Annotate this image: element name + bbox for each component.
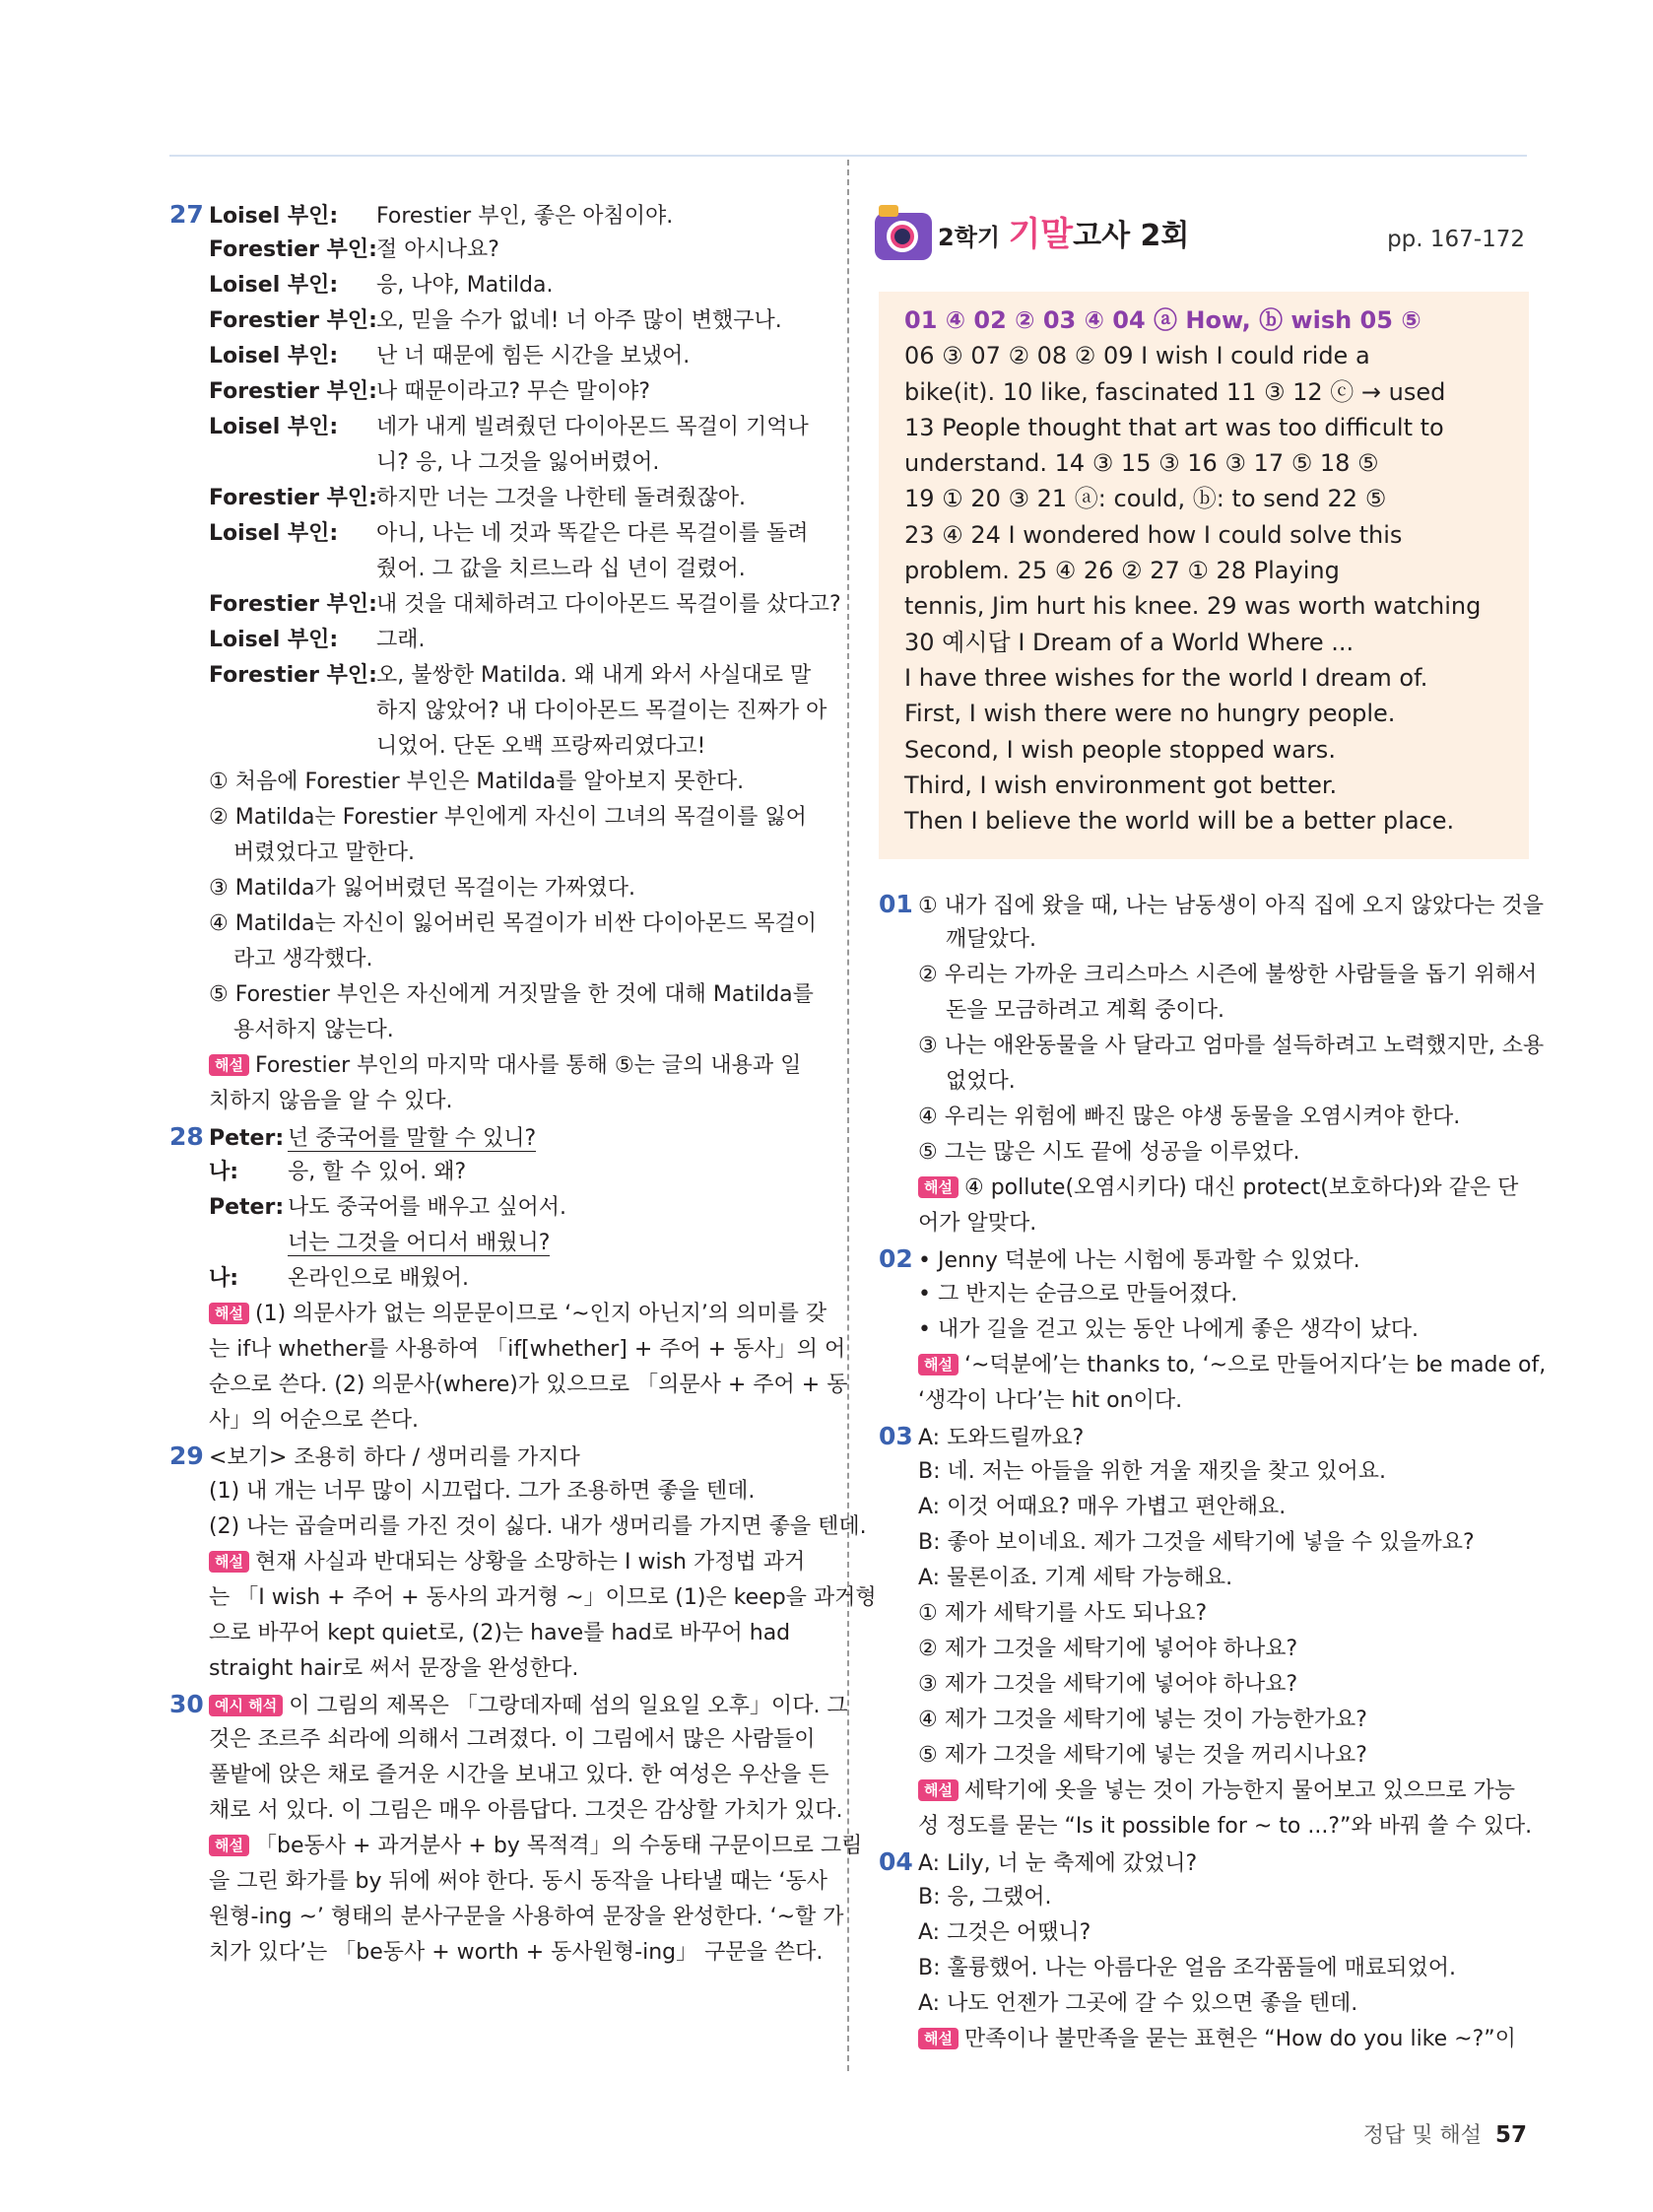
option-line: 없었다. [946, 1069, 1016, 1094]
option-line: ④ 제가 그것을 세탁기에 넣는 것이 가능한가요? [918, 1708, 1367, 1732]
explanation-line: 으로 바꾸어 kept quiet로, (2)는 have를 had로 바꾸어 had [209, 1621, 791, 1645]
dialogue-line: A: 나도 언젠가 그곳에 갈 수 있으면 좋을 텐데. [918, 1991, 1358, 2016]
translation-line [169, 1687, 848, 1722]
question-number: 30 [169, 1690, 204, 1718]
speaker: 나: [209, 1160, 239, 1184]
dialogue-line [169, 410, 820, 445]
exam-title [938, 209, 1189, 260]
dialogue-line [169, 1119, 820, 1155]
explanation-tag: 해설 [209, 1303, 249, 1324]
explanation-tag: 해설 [918, 1354, 959, 1375]
explanation-tag: 해설 [918, 2028, 959, 2049]
question-number: 01 [879, 890, 913, 918]
question-03 [879, 1419, 1533, 1844]
dialogue-line [169, 623, 820, 658]
option-text: ① 내가 집에 왔을 때, 나는 남동생이 아직 집에 오지 않았다는 것을 [918, 894, 1544, 918]
example-box-text: <보기> 조용히 하다 / 생머리를 가지다 [209, 1445, 580, 1470]
dialogue-line [169, 339, 820, 374]
dialogue-line [169, 516, 820, 552]
speaker: Peter: [209, 1126, 285, 1151]
explanation-line [169, 1545, 820, 1580]
speaker: Forestier 부인: [209, 592, 377, 617]
explanation-line: 성 정도를 묻는 “Is it possible for ~ to ...?”와 바꿔 쓸 수 있다. [918, 1814, 1533, 1839]
footer-label: 정답 및 해설 [1362, 2123, 1482, 2148]
dialogue-text: A: 도와드릴까요? [918, 1426, 1085, 1450]
speaker: Loisel 부인: [209, 273, 339, 298]
column-divider [847, 160, 849, 2071]
speaker: Forestier 부인: [209, 237, 377, 262]
explanation-tag: 해설 [209, 1054, 249, 1076]
dialogue-text: 줬어. 그 값을 치르느라 십 년이 걸렸어. [376, 557, 746, 581]
option-line: ③ 제가 그것을 세탁기에 넣어야 하나요? [918, 1672, 1298, 1697]
top-rule [169, 155, 1527, 157]
question-head [169, 1439, 820, 1474]
dialogue-text: 니? 응, 나 그것을 잃어버렸어. [376, 450, 660, 475]
option-line [879, 887, 1544, 922]
dialogue-text: 온라인으로 배웠어. [288, 1266, 470, 1291]
dialogue-line [169, 552, 820, 587]
explanation-line: ‘생각이 나다’는 hit on이다. [918, 1388, 1183, 1413]
dialogue-text: 넌 중국어를 말할 수 있니? [288, 1126, 537, 1151]
answer-line: First, I wish there were no hungry people. [904, 700, 1396, 728]
speaker: Forestier 부인: [209, 486, 377, 510]
dialogue-text: 니었어. 단돈 오백 프랑짜리였다고! [376, 734, 706, 759]
explanation-line [169, 1048, 820, 1084]
dialogue-text: Forestier 부인, 좋은 아침이야. [376, 204, 674, 229]
option-cont: 용서하지 않는다. [233, 1018, 394, 1042]
option: ② Matilda는 Forestier 부인에게 자신이 그녀의 목걸이를 잃어 [209, 805, 807, 830]
dialogue-line: A: 물론이죠. 기계 세탁 가능해요. [918, 1566, 1233, 1590]
explanation-line: 을 그린 화가를 by 뒤에 써야 한다. 동시 동작을 나타낼 때는 ‘동사 [209, 1869, 827, 1894]
explanation-text: 세탁기에 옷을 넣는 것이 가능한지 물어보고 있으므로 가능 [963, 1778, 1515, 1803]
question-number: 03 [879, 1422, 913, 1450]
option-line: ① 제가 세탁기를 사도 되나요? [918, 1601, 1208, 1626]
answer-line: 13 People thought that art was too difficult to [904, 413, 1444, 441]
option: ⑤ Forestier 부인은 자신에게 거짓말을 한 것에 대해 Matilda를 [209, 982, 814, 1007]
dialogue-text: 하지만 너는 그것을 나한테 돌려줬잖아. [376, 486, 746, 510]
question-01 [879, 887, 1545, 1241]
explanation-text: 「be동사 + 과거분사 + by 목적격」의 수동태 구문이므로 그림 [254, 1834, 863, 1858]
question-27 [169, 197, 841, 1119]
option-line: ⑤ 제가 그것을 세탁기에 넣는 것을 꺼리시나요? [918, 1743, 1367, 1768]
dialogue-line: B: 응, 그랬어. [918, 1885, 1052, 1910]
explanation-line [879, 1348, 1547, 1383]
dialogue-text: 하지 않았어? 내 다이아몬드 목걸이는 진짜가 아 [376, 699, 827, 723]
dialogue-text: 그래. [376, 628, 426, 652]
dialogue-text: 나 때문이라고? 무슨 말이야? [376, 379, 651, 404]
answer-line: understand. 14 ③ 15 ③ 16 ③ 17 ⑤ 18 ⑤ [904, 449, 1379, 478]
speaker: Forestier 부인: [209, 663, 377, 688]
question-28 [169, 1119, 848, 1439]
dialogue-line [169, 268, 820, 303]
exam-header [875, 209, 1525, 270]
answer-line: bike(it). 10 like, fascinated 11 ③ 12 ⓒ → used [904, 377, 1446, 406]
speaker: Loisel 부인: [209, 628, 339, 652]
answer-line: Third, I wish environment got better. [904, 771, 1338, 799]
explanation-line [879, 2022, 1529, 2057]
answer-item: (1) 내 개는 너무 많이 시끄럽다. 그가 조용하면 좋을 텐데. [209, 1479, 756, 1504]
answer-line: 06 ③ 07 ② 08 ② 09 I wish I could ride a [904, 342, 1370, 370]
explanation-line: 는 if나 whether를 사용하여 「if[whether] + 주어 + 동사」의 어 [209, 1337, 846, 1362]
option-line: ② 제가 그것을 세탁기에 넣어야 하나요? [918, 1637, 1298, 1661]
dialogue-text: 응, 나야, Matilda. [376, 273, 554, 298]
dialogue-line [169, 1190, 820, 1226]
answer-line: I have three wishes for the world I dream of. [904, 663, 1428, 692]
dialogue-text: 오, 믿을 수가 없네! 너 아주 많이 변했구나. [376, 308, 782, 333]
translation-line: 것은 조르주 쇠라에 의해서 그려졌다. 이 그림에서 많은 사람들이 [209, 1727, 816, 1752]
option: ③ Matilda가 잃어버렸던 목걸이는 가짜였다. [209, 876, 635, 901]
question-30 [169, 1687, 863, 1971]
dialogue-line [169, 1155, 820, 1190]
dialogue-line: B: 훌륭했어. 나는 아름다운 얼음 조각품들에 매료되었어. [918, 1956, 1456, 1980]
dialogue-line: A: 이것 어때요? 매우 가볍고 편안해요. [918, 1495, 1287, 1519]
translation-line: 채로 서 있다. 이 그림은 매우 아름답다. 그것은 감상할 가치가 있다. [209, 1798, 843, 1823]
dialogue-text: 아니, 나는 네 것과 똑같은 다른 목걸이를 돌려 [376, 521, 809, 546]
answer-line: Second, I wish people stopped wars. [904, 735, 1336, 764]
sentence-text: • Jenny 덕분에 나는 시험에 통과할 수 있었다. [918, 1248, 1360, 1273]
explanation-tag: 해설 [918, 1176, 959, 1198]
dialogue-line: B: 좋아 보이네요. 제가 그것을 세탁기에 넣을 수 있을까요? [918, 1530, 1475, 1555]
speaker: Loisel 부인: [209, 344, 339, 369]
option-cont: 라고 생각했다. [233, 947, 373, 972]
dialogue-line [169, 233, 820, 268]
explanation-line [879, 1774, 1529, 1809]
right-column [879, 887, 1547, 2057]
speaker: Loisel 부인: [209, 415, 339, 439]
translation-line: 풀밭에 앉은 채로 즐거운 시간을 보내고 있다. 한 여성은 우산을 든 [209, 1763, 829, 1787]
explanation-line: 원형-ing ~’ 형태의 분사구문을 사용하여 문장을 완성한다. ‘~할 가 [209, 1905, 844, 1929]
dialogue-text: 나도 중국어를 배우고 싶어서. [288, 1195, 566, 1220]
dialogue-line [169, 303, 820, 339]
left-column [169, 197, 877, 1971]
dialogue-text: 네가 내게 빌려줬던 다이아몬드 목걸이 기억나 [376, 415, 809, 439]
explanation-line: 순으로 쓴다. (2) 의문사(where)가 있으므로 「의문사 + 주어 + 동 [209, 1373, 848, 1397]
dialogue-line: A: 그것은 어땠니? [918, 1920, 1091, 1945]
exam-type: 기말 [1008, 215, 1074, 254]
page-range: pp. 167-172 [1387, 227, 1525, 252]
option-line: ④ 우리는 위험에 빠진 많은 야생 동물을 오염시켜야 한다. [918, 1105, 1461, 1129]
dialogue-text: 오, 불쌍한 Matilda. 왜 내게 와서 사실대로 말 [376, 663, 812, 688]
explanation-line: straight hair로 써서 문장을 완성한다. [209, 1656, 579, 1681]
dialogue-text: 내 것을 대체하려고 다이아몬드 목걸이를 샀다고? [376, 592, 841, 617]
dialogue-line [879, 1844, 1529, 1880]
question-number: 02 [879, 1244, 913, 1273]
explanation-text: (1) 의문사가 없는 의문문이므로 ‘~인지 아닌지’의 의미를 갖 [254, 1302, 827, 1326]
answer-item: (2) 나는 곱슬머리를 가진 것이 싫다. 내가 생머리를 가지면 좋을 텐데. [209, 1514, 867, 1539]
example-translation-tag: 예시 해석 [209, 1695, 283, 1716]
page-number: 57 [1494, 2122, 1527, 2148]
option-line: ③ 나는 애완동물을 사 달라고 엄마를 설득하려고 노력했지만, 소용 [918, 1034, 1545, 1058]
question-number: 27 [169, 200, 204, 229]
answer-line: 01 ④ 02 ② 03 ④ 04 ⓐ How, ⓑ wish 05 ⑤ [904, 306, 1422, 334]
speaker: Loisel 부인: [209, 204, 339, 229]
exam-semester: 2학기 [938, 224, 1001, 251]
answer-line: 23 ④ 24 I wondered how I could solve this [904, 520, 1403, 549]
speaker: Forestier 부인: [209, 308, 377, 333]
dialogue-text: 응, 할 수 있어. 왜? [288, 1160, 467, 1184]
answer-line: tennis, Jim hurt his knee. 29 was worth watching [904, 592, 1482, 621]
explanation-text: 현재 사실과 반대되는 상황을 소망하는 I wish 가정법 과거 [254, 1550, 806, 1575]
question-number: 29 [169, 1441, 204, 1470]
sentence-line [879, 1241, 1529, 1277]
explanation-text: ④ pollute(오염시키다) 대신 protect(보호하다)와 같은 단 [963, 1175, 1519, 1200]
exam-round: 고사 2회 [1073, 219, 1190, 253]
dialogue-text: 너는 그것을 어디서 배웠니? [288, 1231, 551, 1255]
answer-line: 19 ① 20 ③ 21 ⓐ: could, ⓑ: to send 22 ⑤ [904, 485, 1387, 513]
speaker: 나: [209, 1266, 239, 1291]
camera-icon [875, 213, 932, 260]
explanation-tag: 해설 [209, 1835, 249, 1856]
dialogue-line [169, 729, 820, 765]
dialogue-line [169, 374, 820, 410]
dialogue-line: B: 네. 저는 아들을 위한 겨울 재킷을 찾고 있어요. [918, 1459, 1386, 1484]
question-number: 28 [169, 1122, 204, 1151]
dialogue-line [169, 1261, 820, 1297]
sentence-line: • 그 반지는 순금으로 만들어졌다. [918, 1282, 1238, 1307]
explanation-line [169, 1829, 863, 1864]
dialogue-text: 절 아시나요? [376, 237, 499, 262]
translation-text: 이 그림의 제목은 「그랑데자떼 섬의 일요일 오후」이다. 그 [289, 1694, 848, 1718]
explanation-line: 어가 알맞다. [918, 1211, 1037, 1236]
sentence-line: • 내가 길을 걷고 있는 동안 나에게 좋은 생각이 났다. [918, 1317, 1419, 1342]
option: ④ Matilda는 자신이 잃어버린 목걸이가 비싼 다이아몬드 목걸이 [209, 911, 817, 936]
explanation-line [169, 1297, 827, 1332]
question-number: 04 [879, 1847, 913, 1876]
dialogue-line [169, 694, 827, 729]
answer-line: Then I believe the world will be a better place. [904, 807, 1455, 836]
dialogue-line [879, 1419, 1529, 1454]
option-cont: 버렸었다고 말한다. [233, 840, 416, 865]
explanation-text: ‘~덕분에’는 thanks to, ‘~으로 만들어지다’는 be made of, [963, 1353, 1547, 1377]
explanation-line: 사」의 어순으로 쓴다. [209, 1408, 419, 1433]
question-29 [169, 1439, 877, 1687]
explanation-line: 는 「I wish + 주어 + 동사의 과거형 ~」이므로 (1)은 keep을 과거형 [209, 1585, 877, 1610]
speaker: Peter: [209, 1195, 285, 1220]
dialogue-text: 난 너 때문에 힘든 시간을 보냈어. [376, 344, 691, 369]
explanation-line: 치가 있다’는 「be동사 + worth + 동사원형-ing」 구문을 쓴다. [209, 1940, 824, 1965]
dialogue-line [169, 481, 820, 516]
speaker: Loisel 부인: [209, 521, 339, 546]
dialogue-line [169, 587, 841, 623]
answer-line: problem. 25 ④ 26 ② 27 ① 28 Playing [904, 557, 1340, 585]
option-line: 깨달았다. [946, 927, 1037, 952]
option-line: ② 우리는 가까운 크리스마스 시즌에 불쌍한 사람들을 돕기 위해서 [918, 963, 1538, 987]
explanation-text: Forestier 부인의 마지막 대사를 통해 ⑤는 글의 내용과 일 [254, 1053, 802, 1078]
answer-key [904, 302, 1505, 838]
dialogue-line [169, 658, 820, 694]
explanation-tag: 해설 [918, 1779, 959, 1801]
question-04 [879, 1844, 1529, 2057]
dialogue-line [169, 445, 820, 481]
dialogue-line [169, 197, 820, 233]
explanation-line: 치하지 않음을 알 수 있다. [209, 1089, 453, 1113]
dialogue-text: A: Lily, 너 눈 축제에 갔었니? [918, 1851, 1198, 1876]
page-footer [1363, 2118, 1527, 2149]
option: ① 처음에 Forestier 부인은 Matilda를 알아보지 못한다. [209, 770, 745, 794]
option-line: 돈을 모금하려고 계획 중이다. [946, 998, 1224, 1023]
dialogue-line [169, 1226, 820, 1261]
explanation-tag: 해설 [209, 1551, 249, 1573]
answer-line: 30 예시답 I Dream of a World Where ... [904, 628, 1355, 656]
option-line: ⑤ 그는 많은 시도 끝에 성공을 이루었다. [918, 1140, 1300, 1165]
speaker: Forestier 부인: [209, 379, 377, 404]
question-02 [879, 1241, 1547, 1419]
explanation-text: 만족이나 불만족을 묻는 표현은 “How do you like ~?”이 [963, 2027, 1516, 2051]
explanation-line [879, 1171, 1529, 1206]
